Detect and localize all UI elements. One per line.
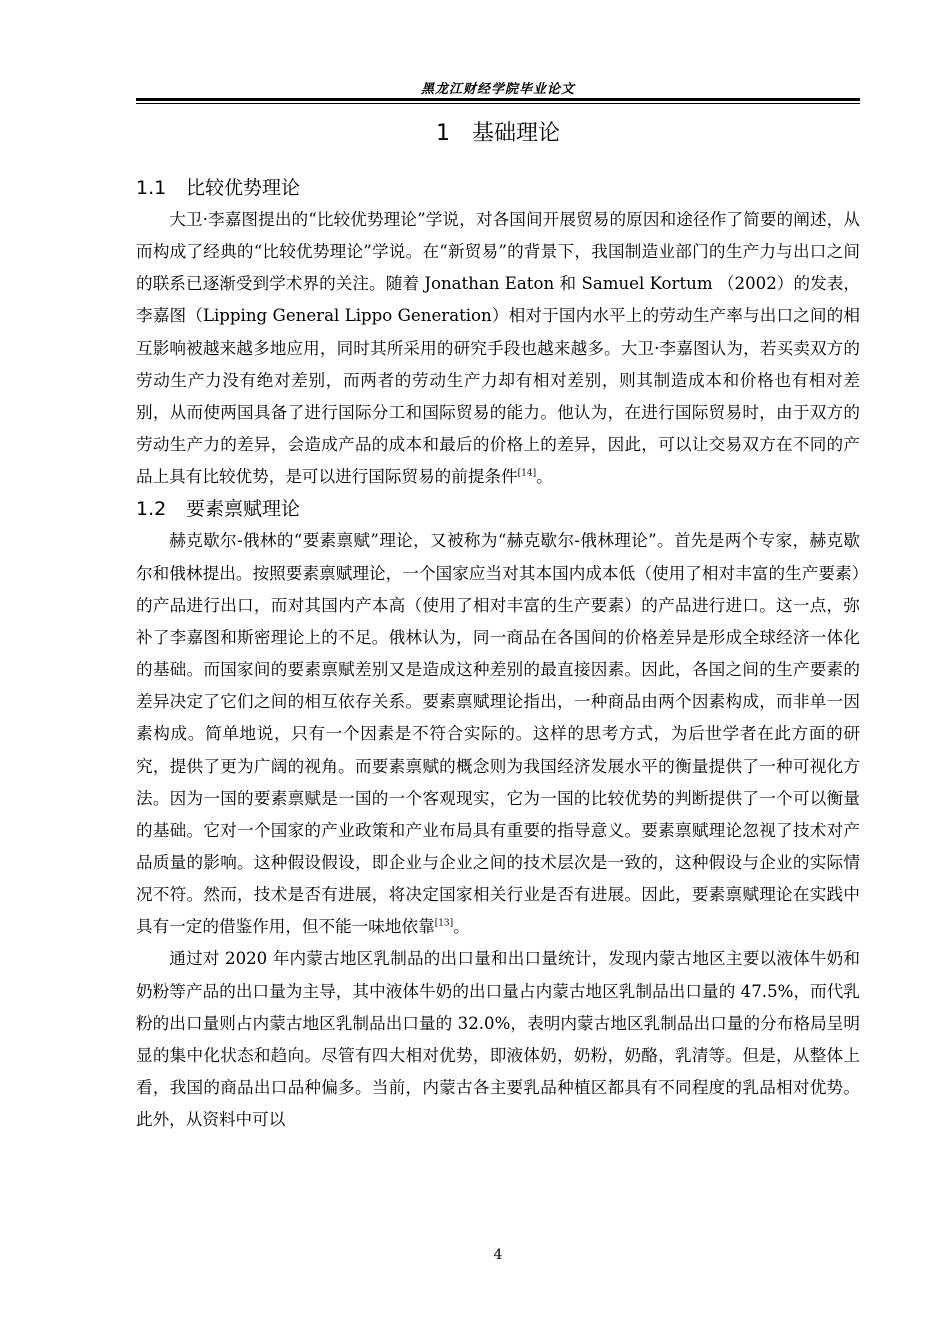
citation: [13] bbox=[434, 918, 454, 929]
header-rule-thick bbox=[136, 98, 860, 101]
paragraph-text: 赫克歇尔-俄林的“要素禀赋”理论，又被称为“赫克歇尔-俄林理论”。首先是两个专家，赫克歇尔和俄林提出。按照要素禀赋理论，一个国家应当对其本国内成本低（使用了相对丰富的生产要素）的产品进行出口，而对其国内产本高（使用了相对丰富的生产要素）的产品进行进口。这一点，弥补了李嘉图和斯密理论上的不足。俄林认为，同一商品在各国间的价格差异是形成全球经济一体化的基础。而国家间的要素禀赋差别又是造成这种差别的最直接因素。因此，各国之间的生产要素的差异决定了它们之间的相互依存关系。要素禀赋理论指出，一种商品由两个因素构成，而非单一因素构成。简单地说，只有一个因素是不符合实际的。这样的思考方式，为后世学者在此方面的研究，提供了更为广阔的视角。而要素禀赋的概念则为我国经济发展水平的衡量提供了一种可视化方法。因为一国的要素禀赋是一国的一个客观现实，它为一国的比较优势的判断提供了一个可以衡量的基础。它对一个国家的产业政策和产业布局具有重要的指导意义。要素禀赋理论忽视了技术对产品质量的影响。这种假设假设，即企业与企业之间的技术层次是一致的，这种假设与企业的实际情况不符。然而，技术是否有进展，将决定国家相关行业是否有进展。因此，要素禀赋理论在实践中具有一定的借鉴作用，但不能一味地依靠 bbox=[136, 531, 860, 937]
page-number: 4 bbox=[493, 1247, 503, 1263]
paragraph-factor-endowment bbox=[136, 525, 860, 943]
chapter-title bbox=[136, 116, 860, 147]
running-header: 黑龙江财经学院毕业论文 bbox=[420, 82, 575, 97]
paragraph-inner-mongolia-exports bbox=[136, 943, 860, 1136]
paragraph-text: 通过对 2020 年内蒙古地区乳制品的出口量和出口量统计，发现内蒙古地区主要以液体牛奶和奶粉等产品的出口量为主导，其中液体牛奶的出口量占内蒙古地区乳制品出口量的 47.5%，而代乳粉的出口量则占内蒙古地区乳制品出口量的 32.0%，表明内蒙古地区乳制品出口量的分布格局呈明显的集中化状态和趋向。尽管有四大相对优势，即液体奶，奶粉，奶酪，乳清等。但是，从整体上看，我国的商品出口品种偏多。当前，内蒙古各主要乳品种植区都具有不同程度的乳品相对优势。此外，从资料中可以 bbox=[136, 949, 860, 1130]
section-heading-1-1 bbox=[136, 172, 860, 204]
header-rule-thin bbox=[136, 103, 860, 104]
section-heading-1-2 bbox=[136, 493, 860, 525]
citation: [14] bbox=[517, 468, 537, 479]
section-number: 1.2 bbox=[136, 498, 167, 521]
section-title: 比较优势理论 bbox=[186, 177, 301, 199]
chapter-number: 1 bbox=[435, 121, 450, 146]
paragraph-text: 大卫·李嘉图提出的“比较优势理论”学说，对各国间开展贸易的原因和途径作了简要的阐述，从而构成了经典的“比较优势理论”学说。在“新贸易”的背景下，我国制造业部门的生产力与出口之间的联系已逐渐受到学术界的关注。随着 Jonathan Eaton 和 Samuel Kortum （2002）的发表，李嘉图（Lipping General Lippo Generation）相对于国内水平上的劳动生产率与出口之间的相互影响被越来越多地应用，同时其所采用的研究手段也越来越多。大卫·李嘉图认为，若买卖双方的劳动生产力没有绝对差别，而两者的劳动生产力却有相对差别，则其制造成本和价格也有相对差别，从而使两国具备了进行国际分工和国际贸易的能力。他认为，在进行国际贸易时，由于双方的劳动生产力的差异，会造成产品的成本和最后的价格上的差异，因此，可以让交易双方在不同的产品上具有比较优势，是可以进行国际贸易的前提条件 bbox=[136, 210, 860, 487]
paragraph-end: 。 bbox=[453, 917, 470, 937]
page-body bbox=[136, 172, 860, 1136]
section-number: 1.1 bbox=[136, 177, 167, 199]
section-title: 要素禀赋理论 bbox=[186, 498, 301, 521]
paragraph-end: 。 bbox=[536, 467, 553, 487]
chapter-title-text: 基础理论 bbox=[471, 121, 560, 146]
paragraph-comparative-advantage bbox=[136, 204, 860, 493]
